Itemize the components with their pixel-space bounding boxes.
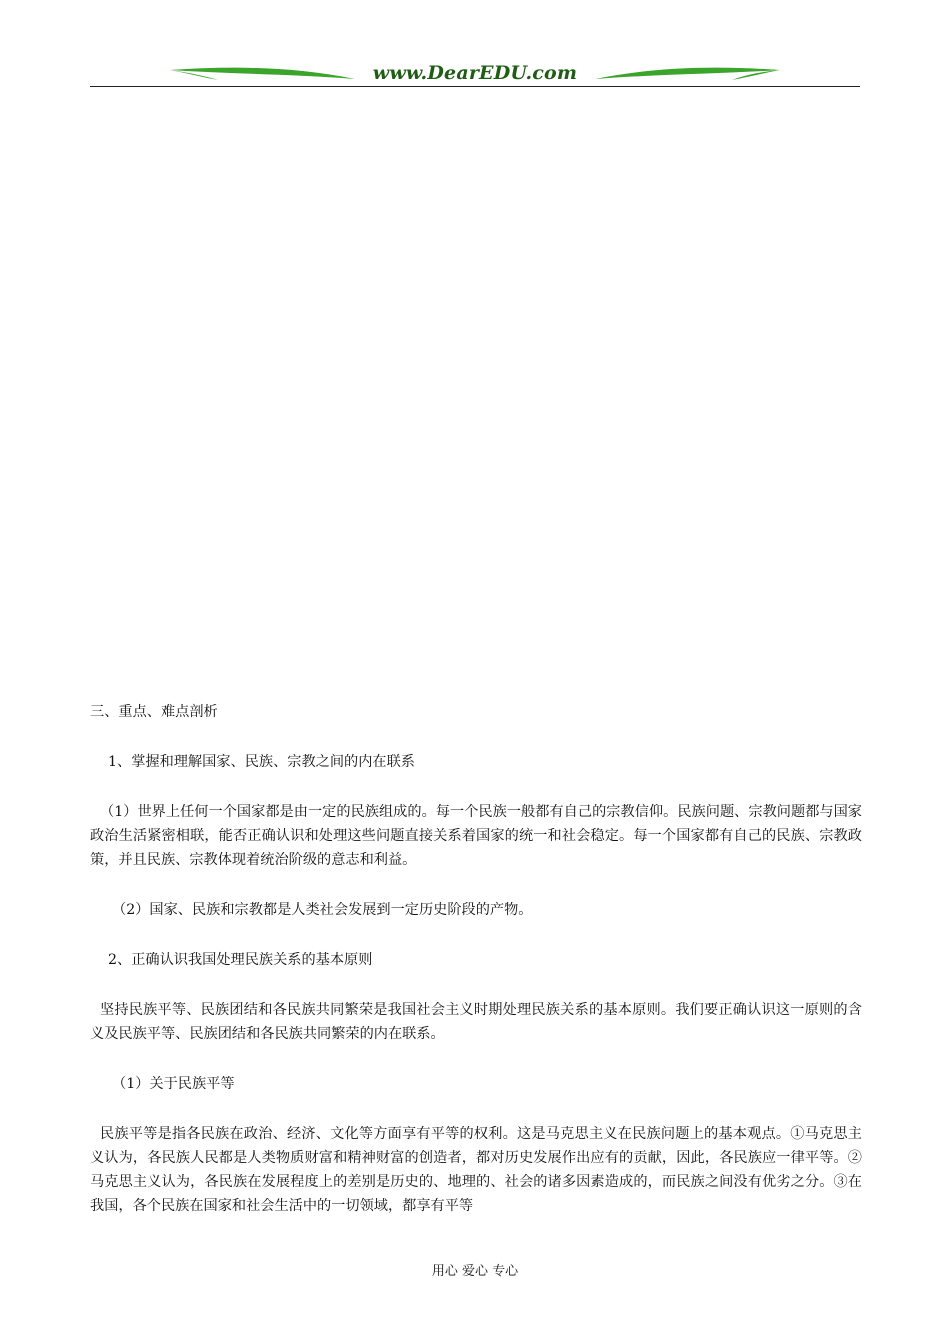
sub1-text: 民族平等是指各民族在政治、经济、文化等方面享有平等的权利。这是马克思主义在民族问题上的基本观点。①马克思主义认为，各民族人民都是人类物质财富和精神财富的创造者，都对历史发展作出应有的贡献，因此，各民族应一律平等。②马克思主义认为，各民族在发展程度上的差别是历史的、地理的、社会的诸多因素造成的，而民族之间没有优劣之分。③在我国，各个民族在国家和社会生活中的一切领域，都享有平等 (90, 1126, 862, 1214)
point2-intro: 坚持民族平等、民族团结和各民族共同繁荣是我国社会主义时期处理民族关系的基本原则。我们要正确认识这一原则的含义及民族平等、民族团结和各民族共同繁荣的内在联系。 (90, 1002, 862, 1042)
point2-heading: 2、正确认识我国处理民族关系的基本原则 (108, 952, 373, 968)
point1-heading: 1、掌握和理解国家、民族、宗教之间的内在联系 (108, 754, 415, 770)
header-rule (90, 86, 860, 87)
sub1-heading: （1）关于民族平等 (112, 1076, 235, 1092)
point1-item2: （2）国家、民族和宗教都是人类社会发展到一定历史阶段的产物。 (112, 902, 533, 918)
document-body (90, 700, 862, 1244)
point1-item1: （1）世界上任何一个国家都是由一定的民族组成的。每一个民族一般都有自己的宗教信仰。民族问题、宗教问题都与国家政治生活紧密相联，能否正确认识和处理这些问题直接关系着国家的统一和社会稳定。每一个国家都有自己的民族、宗教政策，并且民族、宗教体现着统治阶级的意志和利益。 (90, 804, 862, 868)
site-name-logo: www.DearEDU.com (372, 62, 578, 84)
page-footer: 用心 爱心 专心 (431, 1264, 519, 1279)
section-heading: 三、重点、难点剖析 (90, 704, 218, 720)
